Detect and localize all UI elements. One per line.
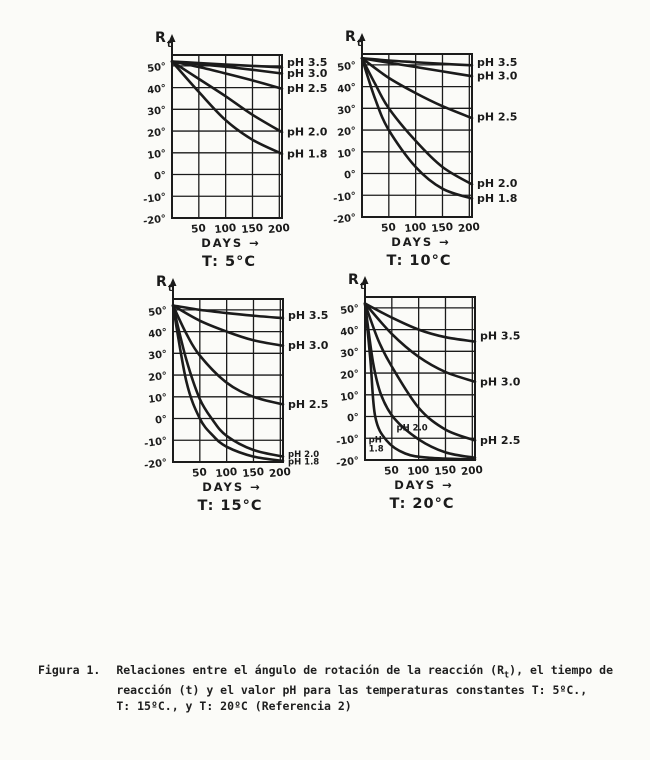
y-tick-label: 40° <box>146 83 167 97</box>
y-tick-label: 50° <box>339 303 360 317</box>
curve-ph-2.0 <box>173 306 283 457</box>
series-label-ph-2.0: pH 2.0 <box>477 176 518 190</box>
series-label-ph-2.0: pH 2.0 <box>287 125 328 139</box>
y-axis-title: R <box>156 274 167 290</box>
x-tick-label: 100 <box>403 220 427 236</box>
chart-title: T: 15°C <box>197 498 263 514</box>
y-axis-title-subscript: t <box>168 284 173 294</box>
y-tick-label: 40° <box>336 82 357 96</box>
x-tick-label: 200 <box>268 465 292 481</box>
y-tick-label: 50° <box>336 60 357 74</box>
series-label-ph-2.0: pH 2.0 <box>288 449 320 460</box>
x-tick-label: 200 <box>460 463 484 479</box>
series-label-ph-1.8: pH 1.8 <box>477 192 518 206</box>
series-label-ph-2.5: pH 2.5 <box>480 433 521 447</box>
y-tick-label: 0° <box>343 169 357 182</box>
y-tick-label: 0° <box>153 170 167 183</box>
y-axis-title-subscript: t <box>167 40 172 50</box>
x-tick-label: 50 <box>190 222 207 236</box>
curve-ph-2.0 <box>362 58 472 184</box>
y-tick-label: 10° <box>147 392 168 406</box>
y-tick-label: -20° <box>142 213 167 228</box>
series-label-ph-3.0: pH 3.0 <box>287 66 328 80</box>
y-axis-title-subscript: t <box>357 39 362 49</box>
series-label-ph-3.0: pH 3.0 <box>480 375 521 389</box>
y-tick-label: 30° <box>146 104 167 119</box>
y-tick-label: 20° <box>339 368 360 383</box>
y-tick-label: 30° <box>339 346 360 361</box>
series-label-ph-2.5: pH 2.5 <box>477 110 518 124</box>
x-tick-label: 100 <box>214 465 238 481</box>
series-label-ph-3.5: pH 3.5 <box>288 308 329 322</box>
y-tick-label: 10° <box>339 390 360 404</box>
series-label-ph-1.8: 1.8 <box>368 444 384 455</box>
chart-canvas <box>323 271 558 523</box>
y-tick-label: 0° <box>154 414 168 427</box>
y-tick-label: 20° <box>336 125 357 140</box>
chart-t20c <box>323 271 558 523</box>
x-tick-label: 150 <box>433 463 457 479</box>
caption-rt-subscript: t <box>504 670 510 681</box>
caption-line3: T: 15ºC., y T: 20ºC (Referencia 2) <box>116 699 352 714</box>
x-tick-label: 150 <box>240 221 264 237</box>
x-tick-label: 100 <box>213 221 237 237</box>
y-tick-label: 50° <box>146 61 167 75</box>
curve-ph-1.8 <box>172 62 282 154</box>
series-label-ph-3.5: pH 3.5 <box>480 329 521 343</box>
series-label-ph-3.0: pH 3.0 <box>288 339 329 353</box>
y-axis-title: R <box>348 272 359 288</box>
y-tick-label: 50° <box>147 305 168 319</box>
y-tick-label: -20° <box>143 457 168 472</box>
series-label-ph-2.0: pH 2.0 <box>396 423 428 434</box>
curve-ph-3.0 <box>362 58 472 76</box>
curve-ph-3.0 <box>365 304 475 382</box>
y-tick-label: -10° <box>143 435 168 450</box>
y-tick-label: 0° <box>346 412 360 425</box>
y-tick-label: -20° <box>335 455 360 470</box>
y-axis-title: R <box>155 30 166 46</box>
series-label-ph-2.5: pH 2.5 <box>288 397 329 411</box>
x-tick-label: 50 <box>383 464 400 478</box>
y-tick-label: -10° <box>335 433 360 448</box>
y-tick-label: 30° <box>336 103 357 118</box>
curve-ph-1.8 <box>362 58 472 198</box>
y-tick-label: -10° <box>332 190 357 205</box>
series-label-ph-3.5: pH 3.5 <box>287 56 328 70</box>
x-tick-label: 100 <box>406 463 430 479</box>
x-axis-title: DAYS → <box>202 480 262 494</box>
caption-label: Figura 1. <box>38 663 101 677</box>
series-label-ph-2.5: pH 2.5 <box>287 82 328 96</box>
series-label-ph-1.8: pH <box>368 435 382 446</box>
caption-line1-pre: Relaciones entre el ángulo de rotación de la reacción (R <box>116 663 505 677</box>
x-axis-title: DAYS → <box>201 236 261 250</box>
chart-title: T: 10°C <box>386 253 452 269</box>
series-label-ph-1.8: pH 1.8 <box>288 457 320 468</box>
y-tick-label: 10° <box>336 147 357 161</box>
x-tick-label: 150 <box>241 465 265 481</box>
x-tick-label: 200 <box>267 221 291 237</box>
y-tick-label: 40° <box>147 327 168 341</box>
chart-canvas <box>320 28 555 280</box>
x-tick-label: 150 <box>430 220 454 236</box>
series-label-ph-3.0: pH 3.0 <box>477 69 518 83</box>
y-tick-label: 10° <box>146 148 167 162</box>
x-axis-title: DAYS → <box>394 478 454 492</box>
series-label-ph-1.8: pH 1.8 <box>287 147 328 161</box>
figure-caption <box>38 662 628 715</box>
y-axis-title: R <box>345 29 356 45</box>
chart-title: T: 5°C <box>202 254 256 270</box>
caption-line2: reacción (t) y el valor pH para las temperaturas constantes T: 5ºC., <box>116 682 588 697</box>
x-tick-label: 50 <box>191 466 208 480</box>
y-tick-label: 20° <box>147 370 168 385</box>
y-tick-label: 30° <box>147 348 168 363</box>
caption-line1-post: ), el tiempo de <box>509 663 614 677</box>
y-tick-label: -20° <box>332 212 357 227</box>
y-axis-title-subscript: t <box>360 282 365 292</box>
x-tick-label: 200 <box>457 220 481 236</box>
chart-title: T: 20°C <box>389 496 455 512</box>
chart-t10c <box>320 28 555 280</box>
y-tick-label: 20° <box>146 126 167 141</box>
caption-text <box>116 662 628 715</box>
y-tick-label: -10° <box>142 191 167 206</box>
series-label-ph-3.5: pH 3.5 <box>477 56 518 70</box>
x-axis-title: DAYS → <box>391 235 451 249</box>
x-tick-label: 50 <box>380 221 397 235</box>
y-tick-label: 40° <box>339 325 360 339</box>
